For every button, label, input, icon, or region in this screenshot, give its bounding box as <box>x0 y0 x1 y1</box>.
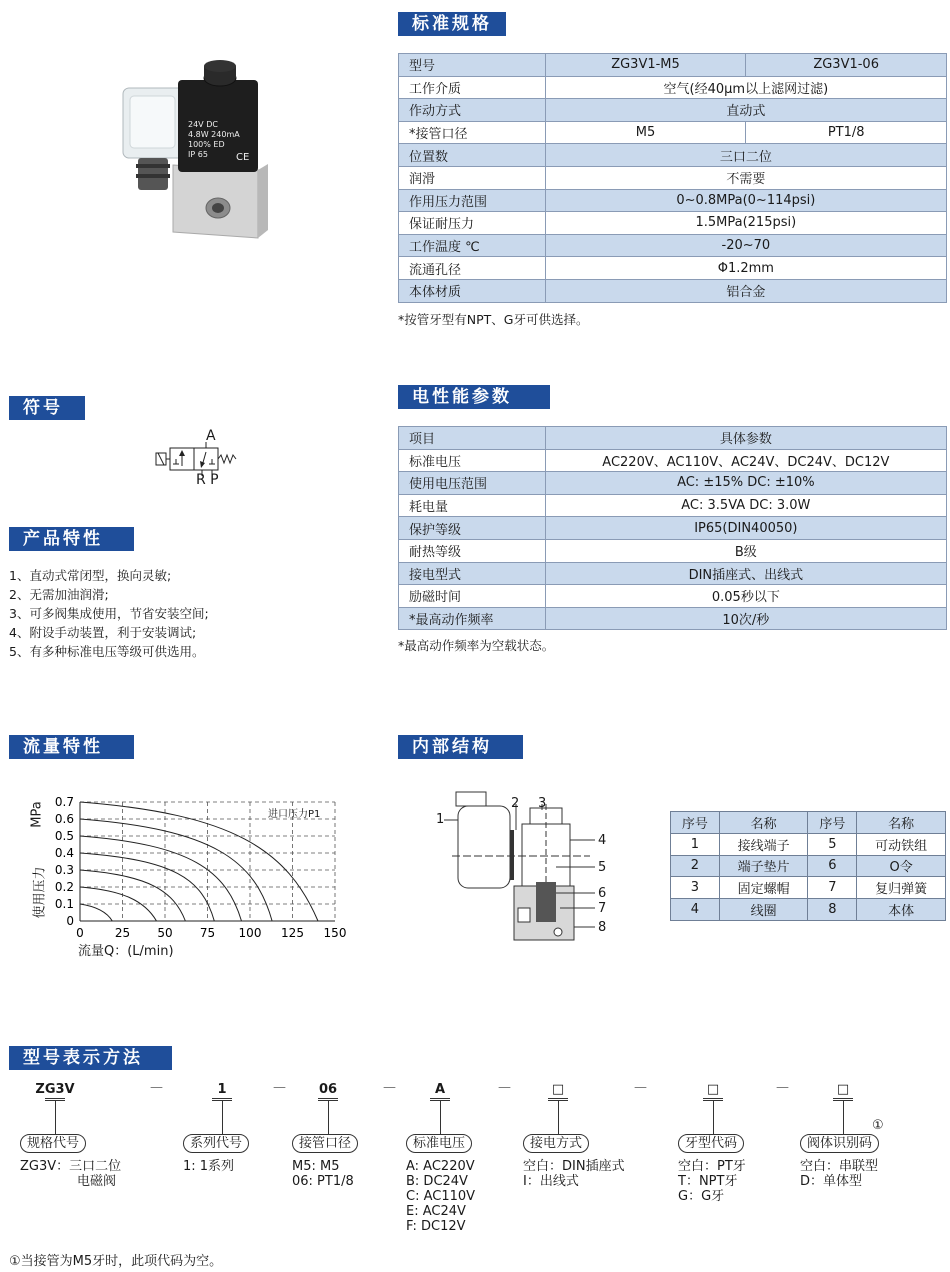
spec-value: 空气(经40μm以上滤网过滤) <box>545 76 946 99</box>
callout-8: 8 <box>598 920 607 935</box>
model-leader-line <box>55 1101 56 1135</box>
spec-row <box>399 257 947 280</box>
parts-cell: 3 <box>671 877 720 899</box>
model-code-segment: □ <box>706 1082 720 1097</box>
callout-5: 5 <box>598 860 607 875</box>
model-option: F: DC12V <box>406 1219 466 1234</box>
features-title: 产品特性 <box>9 527 134 551</box>
spec-value: -20~70 <box>545 234 946 257</box>
parts-header: 序号 <box>671 812 720 834</box>
parts-row <box>671 877 946 899</box>
parts-cell: 复归弹簧 <box>857 877 946 899</box>
spec-value: 三口二位 <box>545 144 946 167</box>
parts-cell: 接线端子 <box>719 833 808 855</box>
parts-header-row <box>671 812 946 834</box>
flow-curve <box>80 904 112 921</box>
spec-row <box>399 76 947 99</box>
spec-label: 位置数 <box>399 144 546 167</box>
model-group-label: 系列代号 <box>183 1134 249 1153</box>
electrical-label: 使用电压范围 <box>399 472 546 495</box>
y-tick-label: 0.3 <box>54 863 74 877</box>
electrical-label: 接电型式 <box>399 562 546 585</box>
electrical-value: B级 <box>545 539 946 562</box>
parts-row <box>671 833 946 855</box>
model-code-segment: 06 <box>318 1082 338 1097</box>
spec-value: M5 <box>545 121 746 144</box>
callout-2: 2 <box>511 796 520 811</box>
model-dash: — <box>776 1080 789 1095</box>
flow-xlabel: 流量Q：(L/min) <box>78 944 174 959</box>
electrical-row <box>399 607 947 630</box>
spec-label: 流通孔径 <box>399 257 546 280</box>
internal-title: 内部结构 <box>398 735 523 759</box>
ce-mark: CE <box>236 152 250 163</box>
spec-title: 标准规格 <box>398 12 506 36</box>
model-option: ZG3V：三口二位 <box>20 1159 122 1174</box>
parts-row <box>671 855 946 877</box>
model-option: T：NPT牙 <box>678 1174 738 1189</box>
callout-1: 1 <box>436 812 445 827</box>
y-tick-label: 0 <box>66 914 74 928</box>
model-code-segment: 1 <box>217 1082 227 1097</box>
model-footnote-mark: ① <box>872 1118 884 1133</box>
electrical-row <box>399 517 947 540</box>
x-tick-label: 0 <box>76 926 84 940</box>
spec-label: 本体材质 <box>399 279 546 302</box>
parts-table <box>670 811 946 921</box>
model-group-label: 接电方式 <box>523 1134 589 1153</box>
electrical-row <box>399 494 947 517</box>
product-photo <box>118 60 288 240</box>
y-tick-label: 0.4 <box>54 846 74 860</box>
model-leader-line <box>713 1101 714 1135</box>
electrical-label: 耐热等级 <box>399 539 546 562</box>
flow-title: 流量特性 <box>9 735 134 759</box>
product-label-line1: 24V DC <box>188 120 218 129</box>
model-group-options <box>183 1159 234 1174</box>
spec-value: 不需要 <box>545 166 946 189</box>
model-option: G：G牙 <box>678 1189 725 1204</box>
electrical-note: *最高动作频率为空载状态。 <box>398 638 555 653</box>
electrical-label: 保护等级 <box>399 517 546 540</box>
spec-value: 直动式 <box>545 99 946 122</box>
x-tick-label: 50 <box>157 926 173 940</box>
parts-cell: 4 <box>671 899 720 921</box>
spec-value: 0~0.8MPa(0~114psi) <box>545 189 946 212</box>
electrical-value: AC220V、AC110V、AC24V、DC24V、DC12V <box>545 449 946 472</box>
parts-cell: 6 <box>808 855 857 877</box>
spec-value: 1.5MPa(215psi) <box>545 212 946 235</box>
spec-label: 作动方式 <box>399 99 546 122</box>
electrical-label: 励磁时间 <box>399 585 546 608</box>
model-option: 空白：串联型 <box>800 1159 879 1174</box>
flow-curve-label: 进口压力P1 <box>268 809 321 820</box>
spec-label: 作用压力范围 <box>399 189 546 212</box>
symbol-title: 符号 <box>9 396 85 420</box>
model-option: 电磁阀 <box>77 1174 117 1189</box>
x-tick-label: 100 <box>238 926 262 940</box>
electrical-value: 10次/秒 <box>545 607 946 630</box>
spec-row <box>399 144 947 167</box>
feature-item: 1、直动式常闭型，换向灵敏; <box>9 568 172 583</box>
spec-label: 工作温度 ℃ <box>399 234 546 257</box>
model-group-label: 牙型代码 <box>678 1134 744 1153</box>
model-leader-line <box>558 1101 559 1135</box>
parts-cell: 2 <box>671 855 720 877</box>
model-group-options <box>523 1159 625 1189</box>
spec-row <box>399 189 947 212</box>
parts-header: 名称 <box>857 812 946 834</box>
flow-ylabel-top: MPa <box>29 801 45 828</box>
electrical-value: 0.05秒以下 <box>545 585 946 608</box>
electrical-row <box>399 427 947 450</box>
model-leader-line <box>328 1101 329 1135</box>
parts-cell: 可动铁组 <box>857 833 946 855</box>
features-list <box>9 566 209 661</box>
parts-cell: O令 <box>857 855 946 877</box>
model-option: A: AC220V <box>406 1159 475 1174</box>
electrical-value: AC: ±15% DC: ±10% <box>545 472 946 495</box>
x-tick-label: 25 <box>114 926 131 940</box>
spec-label: 工作介质 <box>399 76 546 99</box>
y-tick-label: 0.5 <box>54 829 74 843</box>
model-dash: — <box>150 1080 163 1095</box>
parts-cell: 固定螺帽 <box>719 877 808 899</box>
electrical-title: 电性能参数 <box>398 385 550 409</box>
model-code-segment: ZG3V <box>35 1082 75 1097</box>
spec-row <box>399 279 947 302</box>
model-group-options <box>20 1159 121 1189</box>
electrical-label: *最高动作频率 <box>399 607 546 630</box>
model-group-options <box>406 1159 475 1234</box>
y-tick-label: 0.6 <box>54 812 74 826</box>
spec-row <box>399 99 947 122</box>
spec-label: *接管口径 <box>399 121 546 144</box>
flow-curve <box>80 836 242 921</box>
model-group-options <box>800 1159 878 1189</box>
electrical-label: 标准电压 <box>399 449 546 472</box>
product-label-line2: 4.8W 240mA <box>188 130 240 139</box>
callout-6: 6 <box>598 886 607 901</box>
product-label-line3: 100% ED <box>188 140 225 149</box>
electrical-row <box>399 562 947 585</box>
symbol-port-rp: R P <box>196 472 219 488</box>
parts-cell: 本体 <box>857 899 946 921</box>
feature-item: 2、无需加油润滑; <box>9 587 109 602</box>
valve-symbol <box>150 428 250 490</box>
x-tick-label: 125 <box>281 926 304 940</box>
model-option: 空白：PT牙 <box>678 1159 746 1174</box>
spec-note: *按管牙型有NPT、G牙可供选择。 <box>398 312 589 327</box>
model-option: C: AC110V <box>406 1189 476 1204</box>
callout-3: 3 <box>538 796 547 811</box>
model-option: 06: PT1/8 <box>292 1174 354 1189</box>
model-group-label: 阀体识别码 <box>800 1134 879 1153</box>
model-group-label: 接管口径 <box>292 1134 358 1153</box>
spec-label: 保证耐压力 <box>399 212 546 235</box>
parts-row <box>671 899 946 921</box>
electrical-label: 项目 <box>399 427 546 450</box>
model-group-label: 规格代号 <box>20 1134 86 1153</box>
spec-value: 铝合金 <box>545 279 946 302</box>
spec-row <box>399 234 947 257</box>
parts-cell: 5 <box>808 833 857 855</box>
spec-value: PT1/8 <box>746 121 947 144</box>
model-dash: — <box>383 1080 396 1095</box>
flow-ylabel-bottom: 使用压力 <box>32 866 48 919</box>
electrical-row <box>399 585 947 608</box>
y-tick-label: 0.2 <box>54 880 74 894</box>
y-tick-label: 0.1 <box>54 897 74 911</box>
model-leader-line <box>843 1101 844 1135</box>
electrical-value: 具体参数 <box>545 427 946 450</box>
parts-cell: 端子垫片 <box>719 855 808 877</box>
x-tick-label: 75 <box>199 926 216 940</box>
parts-header: 名称 <box>719 812 808 834</box>
model-option: B: DC24V <box>406 1174 468 1189</box>
model-dash: — <box>498 1080 511 1095</box>
spec-value: ZG3V1-M5 <box>545 54 746 77</box>
model-code-segment: A <box>434 1082 446 1097</box>
electrical-value: IP65(DIN40050) <box>545 517 946 540</box>
callout-7: 7 <box>598 901 607 916</box>
spec-table <box>398 53 947 303</box>
x-tick-label: 150 <box>323 926 347 940</box>
parts-cell: 线圈 <box>719 899 808 921</box>
parts-cell: 7 <box>808 877 857 899</box>
symbol-port-a: A <box>206 428 216 444</box>
spec-row <box>399 212 947 235</box>
feature-item: 3、可多阀集成使用，节省安装空间; <box>9 606 209 621</box>
model-option: M5: M5 <box>292 1159 340 1174</box>
model-dash: — <box>634 1080 647 1095</box>
model-footnote: ①当接管为M5牙时，此项代码为空。 <box>9 1254 223 1269</box>
electrical-row <box>399 472 947 495</box>
model-group-label: 标准电压 <box>406 1134 472 1153</box>
spec-row <box>399 121 947 144</box>
parts-header: 序号 <box>808 812 857 834</box>
model-code-segment: □ <box>551 1082 565 1097</box>
product-label-line4: IP 65 <box>188 150 208 159</box>
parts-cell: 8 <box>808 899 857 921</box>
spec-row <box>399 54 947 77</box>
spec-label: 润滑 <box>399 166 546 189</box>
model-option: 空白：DIN插座式 <box>523 1159 625 1174</box>
spec-label: 型号 <box>399 54 546 77</box>
spec-row <box>399 166 947 189</box>
electrical-value: DIN插座式、出线式 <box>545 562 946 585</box>
model-leader-line <box>440 1101 441 1135</box>
model-dash: — <box>273 1080 286 1095</box>
feature-item: 5、有多种标准电压等级可供选用。 <box>9 644 205 659</box>
electrical-row <box>399 539 947 562</box>
spec-value: ZG3V1-06 <box>746 54 947 77</box>
model-option: D：单体型 <box>800 1174 863 1189</box>
spec-value: Φ1.2mm <box>545 257 946 280</box>
internal-diagram <box>430 790 620 945</box>
flow-chart <box>30 785 360 965</box>
model-option: 1: 1系列 <box>183 1159 235 1174</box>
model-code-segment: □ <box>836 1082 850 1097</box>
callout-4: 4 <box>598 833 607 848</box>
electrical-value: AC: 3.5VA DC: 3.0W <box>545 494 946 517</box>
model-title: 型号表示方法 <box>9 1046 172 1070</box>
model-option: E: AC24V <box>406 1204 466 1219</box>
feature-item: 4、附设手动装置，利于安装调试; <box>9 625 197 640</box>
model-group-options <box>678 1159 746 1204</box>
electrical-label: 耗电量 <box>399 494 546 517</box>
model-leader-line <box>222 1101 223 1135</box>
parts-cell: 1 <box>671 833 720 855</box>
electrical-table <box>398 426 947 630</box>
flow-curve <box>80 870 185 921</box>
model-group-options <box>292 1159 354 1189</box>
model-option: I：出线式 <box>523 1174 579 1189</box>
electrical-row <box>399 449 947 472</box>
y-tick-label: 0.7 <box>54 795 74 809</box>
